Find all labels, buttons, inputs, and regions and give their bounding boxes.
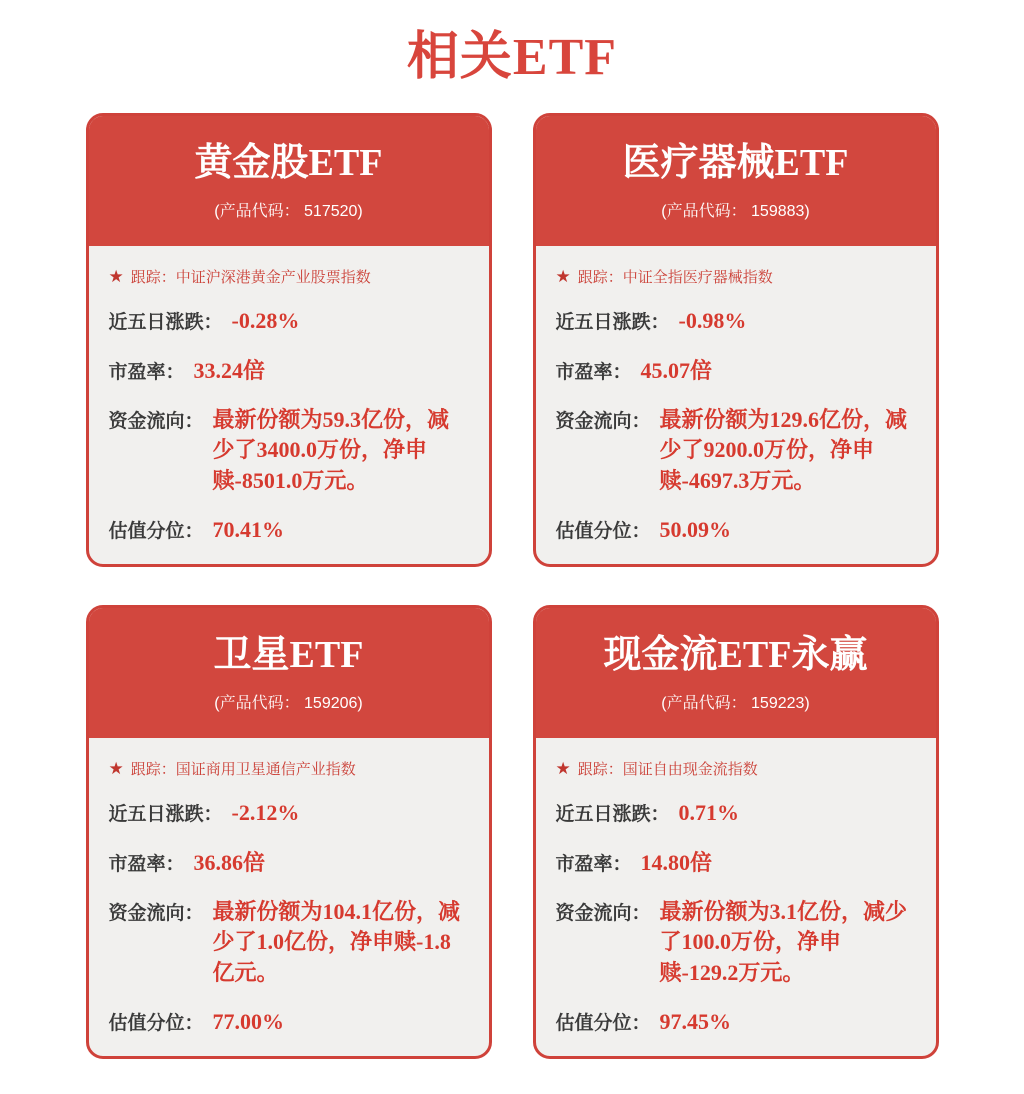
change-5d-row	[109, 799, 469, 826]
fund-flow-row	[109, 897, 469, 988]
change-5d-row	[109, 307, 469, 334]
change-5d-value: -2.12%	[231, 799, 300, 825]
track-row	[109, 758, 469, 779]
valuation-value: 50.09%	[659, 516, 732, 542]
valuation-row	[556, 516, 916, 543]
valuation-label: 估值分位：	[108, 520, 204, 542]
valuation-row	[556, 1008, 916, 1035]
valuation-row	[109, 1008, 469, 1035]
fund-flow-row	[109, 405, 469, 496]
fund-flow-value: 最新份额为3.1亿份，减少了100.0万份，净申赎-129.2万元。	[659, 898, 908, 985]
etf-name: 黄金股ETF	[194, 142, 383, 184]
change-5d-value: -0.98%	[678, 307, 747, 333]
etf-name: 卫星ETF	[213, 634, 364, 676]
track-index-name: 国证商用卫星通信产业指数	[175, 760, 356, 778]
pe-value: 14.80倍	[640, 849, 713, 875]
valuation-label: 估值分位：	[555, 520, 651, 542]
change-5d-label: 近五日涨跌：	[108, 311, 223, 333]
change-5d-value: -0.28%	[231, 307, 300, 333]
track-index-name: 中证沪深港黄金产业股票指数	[175, 268, 371, 286]
etf-card-header	[536, 608, 936, 738]
track-row	[109, 266, 469, 287]
change-5d-row	[556, 307, 916, 334]
pe-label: 市盈率：	[555, 361, 632, 383]
pe-label: 市盈率：	[108, 853, 185, 875]
change-5d-label: 近五日涨跌：	[555, 803, 670, 825]
valuation-label: 估值分位：	[108, 1012, 204, 1034]
pe-row	[109, 846, 469, 877]
track-label: 跟踪：	[577, 268, 623, 286]
etf-card-body	[89, 246, 489, 565]
etf-card-body	[536, 738, 936, 1057]
etf-card-cash-flow	[533, 605, 939, 1059]
track-index-name: 中证全指医疗器械指数	[622, 268, 773, 286]
fund-flow-row	[556, 897, 916, 988]
page-title: 相关ETF	[406, 29, 618, 86]
valuation-row	[109, 516, 469, 543]
star-icon: ★	[108, 758, 124, 778]
fund-flow-label: 资金流向：	[108, 410, 204, 432]
valuation-label: 估值分位：	[555, 1012, 651, 1034]
valuation-value: 97.45%	[659, 1008, 732, 1034]
star-icon: ★	[555, 758, 571, 778]
etf-product-code: (产品代码： 159206)	[214, 694, 363, 712]
pe-label: 市盈率：	[108, 361, 185, 383]
etf-card-header	[536, 116, 936, 246]
valuation-value: 77.00%	[212, 1008, 285, 1034]
change-5d-label: 近五日涨跌：	[555, 311, 670, 333]
track-row	[556, 758, 916, 779]
track-index-name: 国证自由现金流指数	[622, 760, 758, 778]
etf-card-grid	[0, 113, 1024, 1059]
change-5d-label: 近五日涨跌：	[108, 803, 223, 825]
etf-card-body	[89, 738, 489, 1057]
fund-flow-label: 资金流向：	[555, 902, 651, 924]
track-label: 跟踪：	[577, 760, 623, 778]
etf-name: 现金流ETF永赢	[603, 634, 868, 676]
etf-card-gold-stock	[86, 113, 492, 567]
etf-card-header	[89, 116, 489, 246]
pe-value: 36.86倍	[193, 849, 266, 875]
valuation-value: 70.41%	[212, 516, 285, 542]
fund-flow-row	[556, 405, 916, 496]
fund-flow-label: 资金流向：	[555, 410, 651, 432]
star-icon: ★	[555, 266, 571, 286]
fund-flow-value: 最新份额为104.1亿份，减少了1.0亿份，净申赎-1.8亿元。	[212, 898, 461, 985]
star-icon: ★	[108, 266, 124, 286]
pe-row	[556, 846, 916, 877]
pe-row	[109, 354, 469, 385]
etf-name: 医疗器械ETF	[622, 142, 849, 184]
track-label: 跟踪：	[130, 268, 176, 286]
pe-row	[556, 354, 916, 385]
fund-flow-label: 资金流向：	[108, 902, 204, 924]
pe-value: 45.07倍	[640, 357, 713, 383]
etf-card-medical-device	[533, 113, 939, 567]
etf-card-header	[89, 608, 489, 738]
track-row	[556, 266, 916, 287]
etf-card-body	[536, 246, 936, 565]
pe-label: 市盈率：	[555, 853, 632, 875]
fund-flow-value: 最新份额为129.6亿份，减少了9200.0万份，净申赎-4697.3万元。	[659, 406, 908, 493]
etf-card-satellite	[86, 605, 492, 1059]
etf-product-code: (产品代码： 517520)	[214, 202, 363, 220]
fund-flow-value: 最新份额为59.3亿份，减少了3400.0万份，净申赎-8501.0万元。	[212, 406, 450, 493]
etf-product-code: (产品代码： 159223)	[661, 694, 810, 712]
pe-value: 33.24倍	[193, 357, 266, 383]
etf-product-code: (产品代码： 159883)	[661, 202, 810, 220]
track-label: 跟踪：	[130, 760, 176, 778]
change-5d-row	[556, 799, 916, 826]
change-5d-value: 0.71%	[678, 799, 740, 825]
